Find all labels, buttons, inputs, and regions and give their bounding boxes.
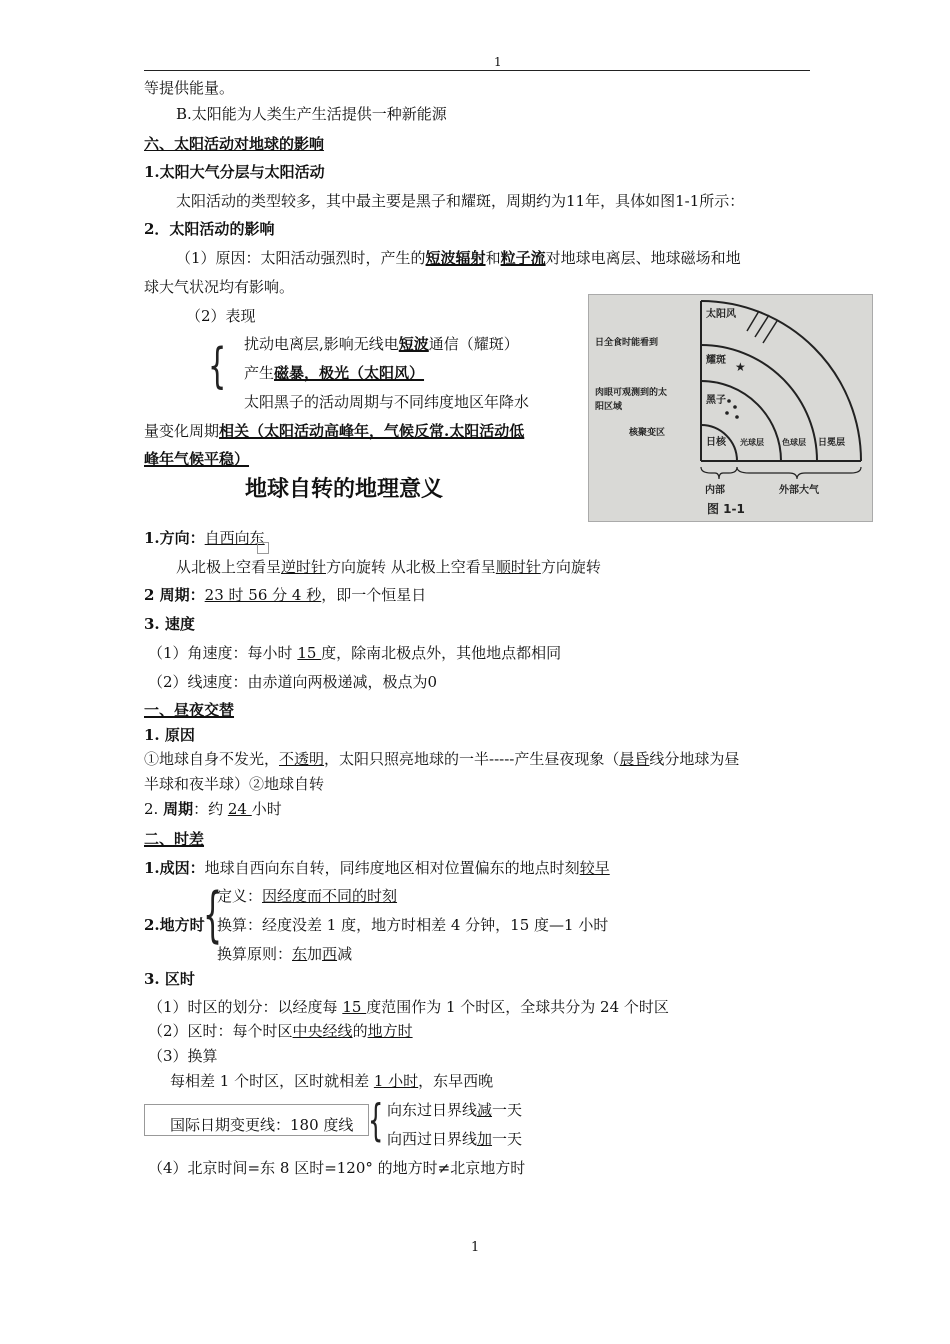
item-label: 2 周期： (144, 586, 205, 604)
underlined-answer: 15 (342, 998, 367, 1016)
text-span: 地球自西向东自转，同纬度地区相对位置偏东的地点时刻 (204, 859, 580, 877)
text-line (176, 557, 601, 577)
text-span: 的 (352, 1022, 368, 1040)
subheading: 2．太阳活动的影响 (144, 220, 275, 238)
text-line (144, 421, 524, 441)
paragraph (144, 749, 739, 769)
text-span: 减 (337, 945, 353, 963)
label-sunspot: 黑子 (706, 395, 726, 406)
list-item (217, 944, 352, 964)
curly-brace: { (203, 880, 223, 950)
label-visible: 肉眼可观测到的太 (595, 388, 668, 398)
photosphere-arc (701, 381, 781, 461)
text-span: 每相差 1 个时区，区时就相差 (170, 1072, 374, 1090)
text-span: 线分地球为昼 (649, 750, 740, 768)
label-core: 日核 (706, 437, 726, 448)
text-line: B.太阳能为人类生产生活提供一种新能源 (176, 105, 447, 123)
text-line: （2）线速度：由赤道向两极递减，极点为0 (148, 673, 438, 691)
curly-brace: { (368, 1095, 384, 1146)
key-term: 磁暴，极光（太阳风） (274, 364, 425, 382)
subheading: 2.地方时 (144, 916, 205, 934)
text-span: ，即一个恒星日 (321, 586, 427, 604)
text-line: （4）北京时间=东 8 区时=120° 的地方时≠北京地方时 (148, 1159, 526, 1177)
key-term: 短波辐射 (425, 249, 486, 267)
text-span: （1）原因：太阳活动强烈时，产生的 (176, 249, 426, 267)
key-term: 峰年气候平稳） (144, 450, 250, 468)
underlined-answer: 15 (297, 644, 322, 662)
paragraph: 太阳活动的类型较多，其中最主要是黑子和耀斑，周期约为11年，具体如图1-1所示： (176, 192, 745, 210)
text-span: （2）区时：每个时区 (148, 1022, 293, 1040)
label-outer: 外部大气 (779, 485, 819, 496)
underlined-answer: 西 (322, 945, 338, 963)
text-line (148, 643, 561, 663)
text-line (144, 528, 265, 548)
text-span: 向东过日界线 (387, 1101, 478, 1119)
underlined-answer: 地方时 (367, 1022, 413, 1040)
footer-page-number: 1 (471, 1240, 480, 1255)
figure-caption: 图 1-1 (707, 502, 745, 516)
underlined-answer: 减 (477, 1101, 493, 1119)
text-line (144, 799, 282, 819)
text-span: 量变化周期 (144, 422, 220, 440)
list-item (217, 886, 397, 906)
label-chromosphere: 色球层 (782, 438, 806, 447)
page-title: 地球自转的地理意义 (245, 477, 444, 502)
label-visible: 阳区域 (595, 402, 623, 412)
underlined-answer: 1 小时 (373, 1072, 419, 1090)
text-line (148, 997, 669, 1017)
underlined-answer: 较早 (579, 859, 610, 877)
text-span: 通信（耀斑） (428, 335, 519, 353)
item-label: 1.成因： (144, 859, 205, 877)
header-page-number: 1 (494, 55, 502, 69)
figure-solar-structure (588, 294, 873, 522)
subheading: 1.太阳大气分层与太阳活动 (144, 163, 325, 181)
sunspot-dot (733, 405, 737, 409)
solar-wind-arrow (755, 315, 769, 337)
underlined-answer: 23 时 56 分 4 秒 (204, 586, 322, 604)
underlined-answer: 加 (477, 1130, 493, 1148)
subheading: 3. 速度 (144, 615, 195, 633)
text-span: 产生 (244, 364, 275, 382)
label-flare: 耀斑 (706, 355, 726, 366)
underlined-answer: 逆时针 (281, 558, 327, 576)
underlined-answer: 24 (227, 800, 252, 818)
sunspot-dot (725, 411, 729, 415)
text-line (144, 858, 610, 878)
subheading: 1. 原因 (144, 726, 195, 744)
text-span: 从北极上空看呈 (176, 558, 282, 576)
text-span: 方向旋转 (540, 558, 601, 576)
list-item (244, 334, 519, 354)
text-span: 定义： (217, 887, 263, 905)
idl-label: 国际日期变更线：180 度线 (170, 1116, 354, 1134)
item-label: 1.方向： (144, 529, 205, 547)
list-item (387, 1129, 522, 1149)
text-span: （1）时区的划分：以经度每 (148, 998, 343, 1016)
sunspot-dot (735, 415, 739, 419)
brace-outer (737, 467, 861, 479)
key-term: 相关（太阳活动高峰年，气候反常.太阳活动低 (219, 422, 525, 440)
sunspot-dot (727, 399, 731, 403)
text-span: 向西过日界线 (387, 1130, 478, 1148)
underlined-answer: 不透明 (279, 750, 325, 768)
section-heading: 二、时差 (144, 830, 205, 848)
underlined-answer: 东 (292, 945, 308, 963)
text-span: （1）角速度：每小时 (148, 644, 298, 662)
solar-wind-arrow (747, 311, 759, 331)
list-item: 换算：经度没差 1 度，地方时相差 4 分钟，15 度—1 小时 (217, 916, 609, 934)
solar-wind-arrow (763, 321, 777, 343)
underlined-answer: 晨昏 (619, 750, 650, 768)
text-line (170, 1071, 493, 1091)
list-item (244, 363, 424, 383)
text-span: 加 (307, 945, 323, 963)
paragraph: 球大气状况均有影响。 (144, 278, 295, 296)
text-line: （2）表现 (186, 307, 256, 325)
underlined-answer: 中央经线 (292, 1022, 353, 1040)
text-line: 等提供能量。 (144, 79, 235, 97)
small-box-mark (257, 542, 269, 554)
text-span: ，太阳只照亮地球的一半-----产生昼夜现象（ (324, 750, 620, 768)
key-term: 短波 (398, 335, 429, 353)
text-span: 换算原则： (217, 945, 293, 963)
flare-star: ★ (735, 360, 746, 374)
text-span: 对地球电离层、地球磁场和地 (545, 249, 741, 267)
underlined-answer: 顺时针 (495, 558, 541, 576)
item-label: 周期 (163, 800, 194, 818)
underlined-answer: 因经度而不同的时刻 (262, 887, 398, 905)
text-span: 扰动电离层,影响无线电 (244, 335, 399, 353)
text-span: 小时 (251, 800, 282, 818)
section-heading: 六、太阳活动对地球的影响 (144, 135, 325, 153)
list-item: 太阳黑子的活动周期与不同纬度地区年降水 (244, 393, 530, 411)
text-span: 一天 (492, 1130, 523, 1148)
label-corona: 日冕层 (818, 438, 846, 448)
text-span: ，东早西晚 (418, 1072, 494, 1090)
section-heading: 一、昼夜交替 (144, 701, 235, 719)
solar-structure-diagram (589, 295, 872, 521)
text-span: 和 (485, 249, 501, 267)
text-span: 度范围作为 1 个时区，全球共分为 24 个时区 (366, 998, 669, 1016)
text-line (144, 585, 426, 605)
label-fusion: 核聚变区 (629, 428, 666, 438)
text-span: ：约 (193, 800, 228, 818)
text-span: 一天 (492, 1101, 523, 1119)
label-photosphere: 光球层 (740, 438, 764, 447)
curly-brace: { (208, 338, 227, 394)
subheading: 3. 区时 (144, 970, 195, 988)
label-inner: 内部 (705, 485, 725, 496)
paragraph: 半球和夜半球）②地球自转 (144, 775, 325, 793)
header-rule (144, 70, 810, 71)
text-span: 度，除南北极点外，其他地点都相同 (321, 644, 562, 662)
paragraph (176, 248, 741, 268)
text-span: 方向旋转 从北极上空看呈 (326, 558, 496, 576)
label-eclipse: 日全食时能看到 (595, 338, 659, 348)
brace-inner (701, 467, 737, 479)
text-line (148, 1021, 413, 1041)
list-item (387, 1100, 522, 1120)
text-span: 2. (144, 800, 164, 818)
key-term: 粒子流 (500, 249, 546, 267)
text-line: （3）换算 (148, 1047, 218, 1065)
underlined-answer: 自西向东 (204, 529, 265, 547)
text-span: ①地球自身不发光， (144, 750, 280, 768)
label-solar-wind: 太阳风 (706, 309, 736, 320)
